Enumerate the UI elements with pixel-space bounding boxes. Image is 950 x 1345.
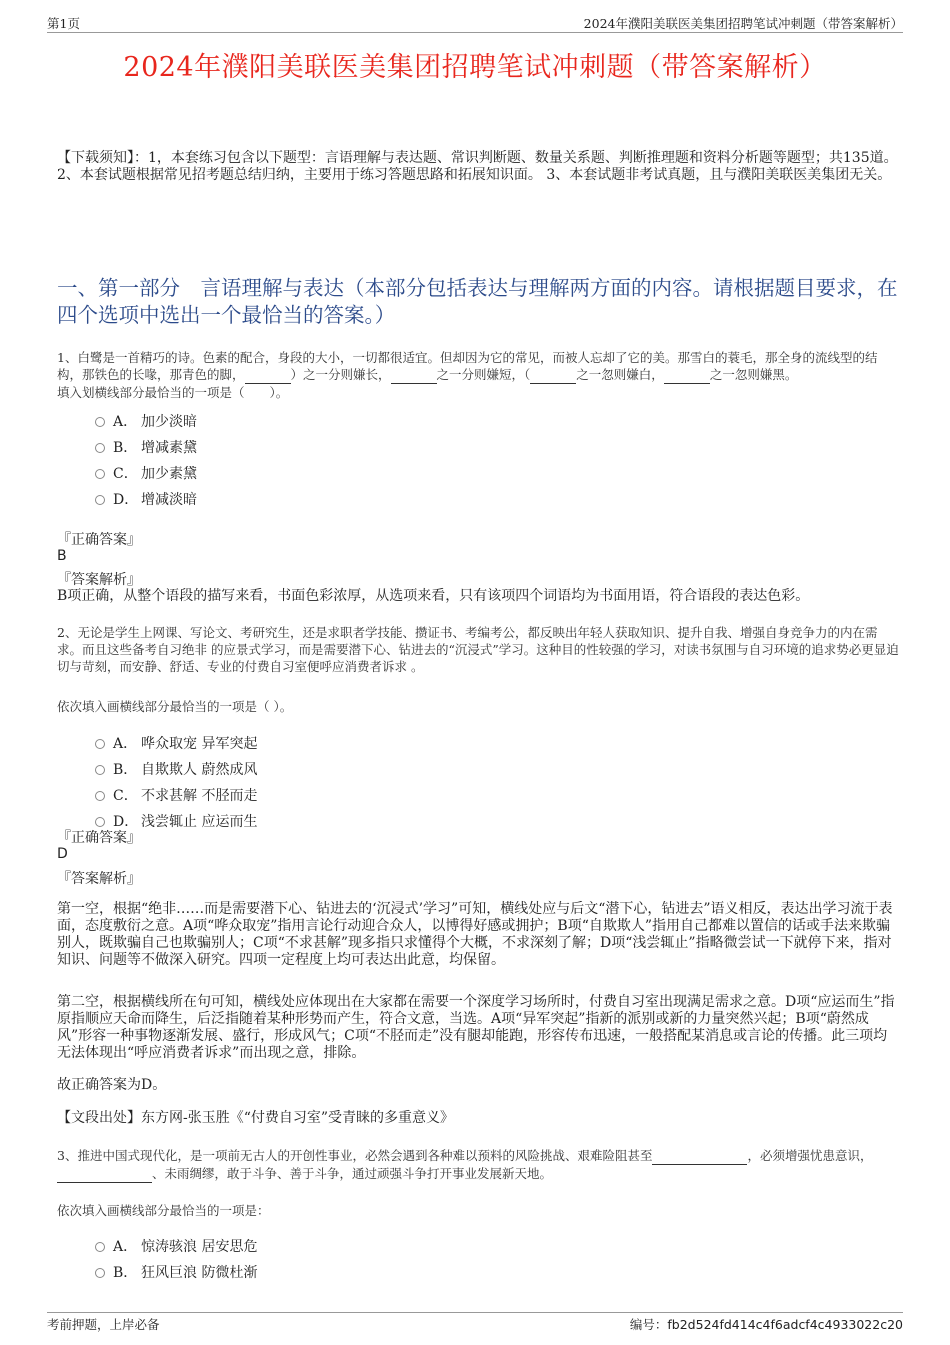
q2-option-a[interactable]: A． 哗众取宠 异军突起	[95, 733, 257, 753]
radio-icon[interactable]	[95, 1242, 105, 1252]
page-number: 第1页	[47, 16, 80, 31]
q2-conclusion: 故正确答案为D。	[57, 1077, 167, 1093]
question-1-text: 1、白鹭是一首精巧的诗。色素的配合，身段的大小，一切都很适宜。但却因为它的常见，而被人忘却了它的美。那雪白的蓑毛，那全身的流线型的结构，那铁色的长喙，那青色的脚， ）之一分则嫌长， 之一分则嫌短，（ 之一忽则嫌白， 之一忽则嫌黑。 填入划横线部分最恰当的一项是（ ）。	[57, 350, 878, 400]
section-heading: 一、第一部分 言语理解与表达（本部分包括表达与理解两方面的内容。请根据题目要求，在四个选项中选出一个最恰当的答案。）	[57, 276, 898, 327]
document-code: 编号：fb2d524fd414c4f6adcf4c4933022c20	[629, 1317, 903, 1332]
document-title: 2024年濮阳美联医美集团招聘笔试冲刺题（带答案解析）	[123, 52, 827, 83]
radio-icon[interactable]	[95, 739, 105, 749]
q2-answer-label: 『正确答案』	[57, 830, 141, 846]
radio-icon[interactable]	[95, 765, 105, 775]
page-header	[47, 14, 903, 33]
q1-analysis: B项正确，从整个语段的描写来看，书面色彩浓厚，从选项来看，只有该项四个词语均为书面用语，符合语段的表达色彩。	[57, 588, 810, 604]
q1-answer-label: 『正确答案』	[57, 532, 141, 548]
answer-blank	[57, 1165, 152, 1183]
q1-answer: B	[57, 548, 67, 564]
q2-analysis-label: 『答案解析』	[57, 871, 141, 887]
q2-option-b[interactable]: B． 自欺欺人 蔚然成风	[95, 759, 257, 779]
radio-icon[interactable]	[95, 791, 105, 801]
radio-icon[interactable]	[95, 1268, 105, 1278]
radio-icon[interactable]	[95, 443, 105, 453]
q1-option-b[interactable]: B． 增减素黛	[95, 437, 197, 457]
q2-analysis-paragraph-1: 第一空，根据“绝非……而是需要潜下心、钻进去的‘沉浸式’学习”可知，横线处应与后文“潜下心，钻进去”语义相反，表达出学习流于表面，态度敷衍之意。A项“哗众取宠”指用言论行动迎合众人，以博得好感或拥护；B项“自欺欺人”指用自己都难以置信的话或手法来欺骗别人，既欺骗自己也欺骗别人；C项“不求甚解”现多指只求懂得个大概，不求深刻了解；D项“浅尝辄止”指略微尝试一下就停下来，指对知识、问题等不做深入研究。四项一定程度上均可表达出此意，均保留。	[57, 901, 893, 968]
answer-blank	[245, 366, 291, 384]
q1-analysis-label: 『答案解析』	[57, 572, 141, 588]
q2-analysis-paragraph-2: 第二空，根据横线所在句可知，横线处应体现出在大家都在需要一个深度学习场所时，付费自习室出现满足需求之意。D项“应运而生”指原指顺应天命而降生，后泛指随着某种形势而产生，符合文意，当选。A项“异军突起”指新的派别或新的力量突然兴起；B项“蔚然成风”形容一种事物逐渐发展、盛行，形成风气；C项“不胫而走”没有腿却能跑，形容传布迅速，一般搭配某消息或言论的传播。此三项均无法体现出“呼应消费者诉求”而出现之意，排除。	[57, 994, 895, 1061]
q1-option-c[interactable]: C． 加少素黛	[95, 463, 197, 483]
question-3-text: 3、推进中国式现代化，是一项前无古人的开创性事业，必然会遇到各种难以预料的风险挑战、艰难险阻甚至 ，必须增强忧患意识， 、未雨绸缪，敢于斗争、善于斗争，通过顽强斗争打开事业发展新天地。	[57, 1148, 873, 1181]
q3-option-b[interactable]: B． 狂风巨浪 防微杜渐	[95, 1262, 257, 1282]
question-2-text: 2、无论是学生上网课、写论文、考研究生，还是求职者学技能、攒证书、考编考公，都反映出年轻人获取知识、提升自我、增强自身竞争力的内在需求。而且这些备考自习绝非 的应景式学习，而是需要潜下心、钻进去的“沉浸式”学习。这种目的性较强的学习，对读书氛围与自习环境的追求势必更显迫切与苛刻，而安静、舒适、专业的付费自习室便呼应消费者诉求 。	[57, 625, 899, 674]
q2-answer: D	[57, 846, 68, 862]
download-notice: 【下载须知】：1，本套练习包含以下题型：言语理解与表达题、常识判断题、数量关系题、判断推理题和资料分析题等题型；共135道。 2、本套试题根据常见招考题总结归纳，主要用于练习答题思路和拓展知识面。 3、本套试题非考试真题，且与濮阳美联医美集团无关。	[57, 150, 898, 183]
q2-option-d[interactable]: D． 浅尝辄止 应运而生	[95, 811, 257, 831]
radio-icon[interactable]	[95, 417, 105, 427]
answer-blank	[391, 366, 437, 384]
q2-source: 【文段出处】东方网-张玉胜《“付费自习室”受青睐的多重意义》	[57, 1110, 455, 1126]
answer-blank	[530, 366, 576, 384]
q1-option-a[interactable]: A． 加少淡暗	[95, 411, 197, 431]
answer-blank	[652, 1147, 747, 1165]
q2-prompt: 依次填入画横线部分最恰当的一项是（ ）。	[57, 699, 293, 714]
q1-option-d[interactable]: D． 增减淡暗	[95, 489, 197, 509]
footer-slogan: 考前押题，上岸必备	[47, 1317, 160, 1332]
radio-icon[interactable]	[95, 495, 105, 505]
radio-icon[interactable]	[95, 817, 105, 827]
q3-option-a[interactable]: A． 惊涛骇浪 居安思危	[95, 1236, 257, 1256]
answer-blank	[664, 366, 710, 384]
q3-prompt: 依次填入画横线部分最恰当的一项是：	[57, 1203, 270, 1218]
radio-icon[interactable]	[95, 469, 105, 479]
q2-option-c[interactable]: C． 不求甚解 不胫而走	[95, 785, 257, 805]
page-footer	[47, 1312, 903, 1333]
header-doc-title: 2024年濮阳美联医美集团招聘笔试冲刺题（带答案解析）	[583, 16, 903, 31]
